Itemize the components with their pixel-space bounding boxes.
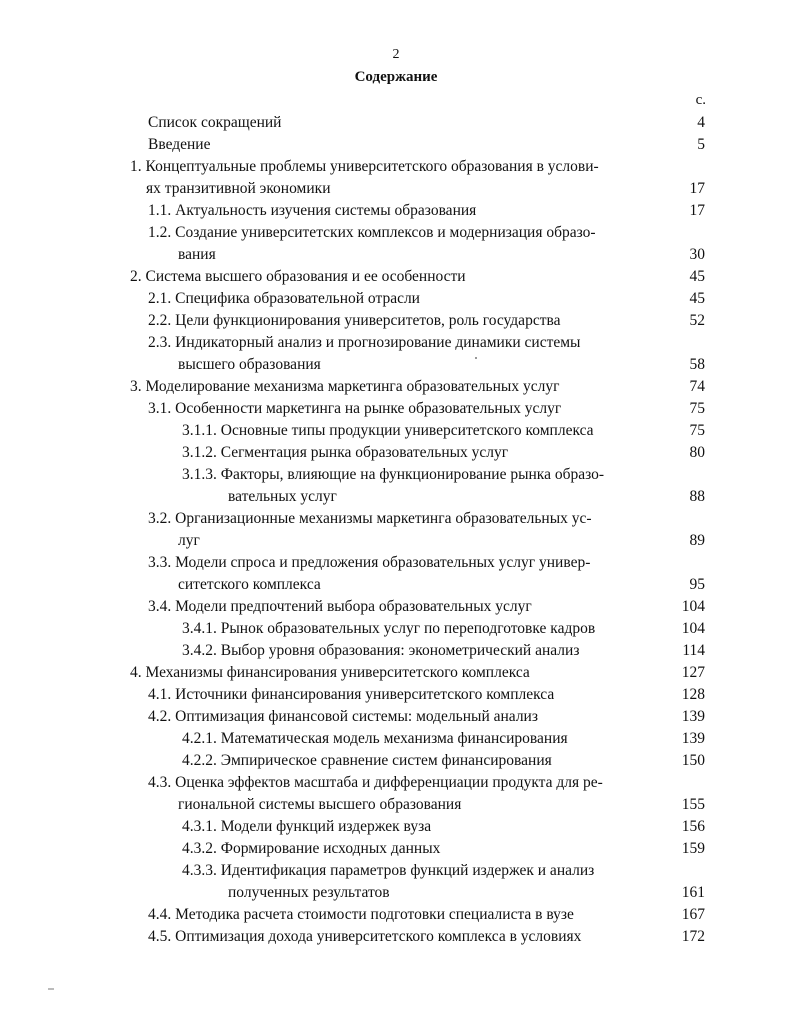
toc-entry-line-2: вания <box>178 246 216 263</box>
toc-entry-page: 5 <box>697 136 705 153</box>
toc-entry-page: 150 <box>681 752 705 769</box>
toc-entry-line-1: 4.3.2. Формирование исходных данных <box>182 840 441 857</box>
toc-entry-page: 45 <box>689 268 705 285</box>
page-number: 2 <box>392 47 400 62</box>
toc-entry-page: 114 <box>682 642 705 659</box>
toc-entry-title <box>182 860 702 904</box>
toc-entry-page: 74 <box>689 378 705 395</box>
toc-entry-page: 45 <box>689 290 705 307</box>
toc-entry-line-1: 4.1. Источники финансирования университетского комплекса <box>148 686 555 703</box>
toc-entry-page: 30 <box>689 246 705 263</box>
toc-entry <box>0 640 792 662</box>
toc-entry-page: 88 <box>689 488 705 505</box>
toc-entry-line-2: вательных услуг <box>228 488 337 505</box>
toc-entry-line-1: 4.2. Оптимизация финансовой системы: модельный анализ <box>148 708 538 725</box>
toc-entry-line-1: 3.3. Модели спроса и предложения образовательных услуг универ- <box>148 554 591 571</box>
toc-entry <box>0 134 792 156</box>
toc-entry-title <box>182 420 702 442</box>
toc-entry <box>0 904 792 926</box>
toc-entry-title <box>182 728 702 750</box>
toc-entry-page: 161 <box>681 884 705 901</box>
toc-entry-line-1: 3.2. Организационные механизмы маркетинга образовательных ус- <box>148 510 592 527</box>
toc-entry <box>0 156 792 200</box>
toc-entry <box>0 310 792 332</box>
toc-entry <box>0 860 792 904</box>
toc-entry-line-1: 1.2. Создание университетских комплексов и модернизация образо- <box>148 224 596 241</box>
toc-entry-line-1: 2.3. Индикаторный анализ и прогнозирование динамики системы <box>148 334 581 351</box>
scan-corner-mark <box>48 988 54 990</box>
toc-entry <box>0 420 792 442</box>
toc-entry-title <box>148 684 668 706</box>
toc-entry-page: 80 <box>689 444 705 461</box>
toc-entry-page: 128 <box>681 686 705 703</box>
toc-entry-line-1: 3.4.1. Рынок образовательных услуг по переподготовке кадров <box>182 620 596 637</box>
toc-entry-line-2: высшего образования <box>178 356 321 373</box>
toc-entry-title <box>148 904 668 926</box>
toc-entry <box>0 926 792 948</box>
toc-entry-line-1: 4.4. Методика расчета стоимости подготовки специалиста в вузе <box>148 906 574 923</box>
toc-entry-line-1: 1. Концептуальные проблемы университетского образования в услови- <box>130 158 599 175</box>
toc-entry-line-1: 4.3.3. Идентификация параметров функций издержек и анализ <box>182 862 595 879</box>
toc-entry <box>0 706 792 728</box>
toc-entry-line-1: 3.4. Модели предпочтений выбора образовательных услуг <box>148 598 532 615</box>
toc-entry-title <box>130 156 650 200</box>
toc-entry-title <box>148 288 668 310</box>
toc-entry-title <box>182 442 702 464</box>
toc-entry <box>0 772 792 816</box>
toc-entry-page: 4 <box>697 114 705 131</box>
toc-entry-line-2: ситетского комплекса <box>178 576 321 593</box>
toc-entry-page: 155 <box>681 796 705 813</box>
toc-entry-line-2: полученных результатов <box>228 884 390 901</box>
toc-entry <box>0 596 792 618</box>
toc-entry <box>0 618 792 640</box>
toc-entry <box>0 112 792 134</box>
toc-entry-page: 75 <box>689 400 705 417</box>
toc-entry-title <box>148 508 668 552</box>
toc-entry-line-2: ях транзитивной экономики <box>146 180 331 197</box>
scan-speck <box>475 357 477 359</box>
toc-entry <box>0 376 792 398</box>
toc-entry <box>0 222 792 266</box>
toc-entry-page: 104 <box>681 620 705 637</box>
toc-entry-title <box>182 464 702 508</box>
toc-entry-line-1: 2.1. Специфика образовательной отрасли <box>148 290 420 307</box>
toc-entry-title <box>182 838 702 860</box>
toc-entry <box>0 266 792 288</box>
toc-entry-title <box>130 266 650 288</box>
toc-entry-page: 139 <box>681 708 705 725</box>
toc-entry-line-1: 4.3.1. Модели функций издержек вуза <box>182 818 432 835</box>
toc-entry-line-1: 4. Механизмы финансирования университетского комплекса <box>130 664 530 681</box>
toc-entry-title <box>148 706 668 728</box>
toc-entry <box>0 464 792 508</box>
toc-entry <box>0 398 792 420</box>
toc-entry-page: 89 <box>689 532 705 549</box>
toc-entry <box>0 750 792 772</box>
toc-entry-line-1: 4.5. Оптимизация дохода университетского комплекса в условиях <box>148 928 582 945</box>
table-of-contents <box>0 112 792 948</box>
toc-entry-title <box>148 596 668 618</box>
toc-entry-line-1: 4.3. Оценка эффектов масштаба и дифференциации продукта для ре- <box>148 774 603 791</box>
toc-entry <box>0 552 792 596</box>
toc-entry-line-1: Список сокращений <box>148 114 282 131</box>
toc-entry-line-1: Введение <box>148 136 211 153</box>
toc-entry-title <box>148 398 668 420</box>
page-title: Содержание <box>354 69 438 85</box>
toc-entry-line-2: луг <box>178 532 200 549</box>
toc-entry-page: 58 <box>689 356 705 373</box>
toc-entry-page: 17 <box>689 202 705 219</box>
toc-entry-page: 139 <box>681 730 705 747</box>
toc-entry-line-1: 3. Моделирование механизма маркетинга образовательных услуг <box>130 378 560 395</box>
toc-entry-title <box>182 640 702 662</box>
toc-entry <box>0 662 792 684</box>
toc-entry-title <box>148 222 668 266</box>
toc-entry-line-1: 4.2.1. Математическая модель механизма финансирования <box>182 730 568 747</box>
toc-entry-title <box>182 750 702 772</box>
toc-entry-line-1: 2. Система высшего образования и ее особенности <box>130 268 466 285</box>
toc-entry-page: 104 <box>681 598 705 615</box>
toc-entry <box>0 442 792 464</box>
toc-entry-line-1: 1.1. Актуальность изучения системы образования <box>148 202 477 219</box>
toc-entry-page: 127 <box>681 664 705 681</box>
toc-entry-line-1: 4.2.2. Эмпирическое сравнение систем финансирования <box>182 752 552 769</box>
toc-entry-line-1: 3.1.3. Факторы, влияющие на функционирование рынка образо- <box>182 466 605 483</box>
toc-entry-line-1: 3.4.2. Выбор уровня образования: эконометрический анализ <box>182 642 580 659</box>
toc-entry-page: 167 <box>681 906 705 923</box>
toc-entry-page: 75 <box>689 422 705 439</box>
toc-entry <box>0 728 792 750</box>
toc-entry-page: 17 <box>689 180 705 197</box>
toc-entry-page: 52 <box>689 312 705 329</box>
toc-entry-title <box>148 552 668 596</box>
toc-entry-title <box>130 662 650 684</box>
toc-entry-title <box>148 772 668 816</box>
toc-entry <box>0 816 792 838</box>
toc-entry-page: 159 <box>681 840 705 857</box>
toc-entry-page: 172 <box>681 928 705 945</box>
toc-entry-title <box>182 816 702 838</box>
toc-entry-title <box>148 112 668 134</box>
toc-entry-line-2: гиональной системы высшего образования <box>178 796 462 813</box>
page-column-label: с. <box>695 92 706 108</box>
toc-entry-title <box>182 618 702 640</box>
toc-entry-line-1: 3.1.1. Основные типы продукции университетского комплекса <box>182 422 594 439</box>
toc-entry <box>0 684 792 706</box>
toc-entry-line-1: 3.1.2. Сегментация рынка образовательных услуг <box>182 444 509 461</box>
toc-entry-title <box>148 200 668 222</box>
toc-entry-title <box>148 332 668 376</box>
toc-entry-line-1: 3.1. Особенности маркетинга на рынке образовательных услуг <box>148 400 562 417</box>
toc-entry <box>0 332 792 376</box>
toc-entry-page: 95 <box>689 576 705 593</box>
toc-entry <box>0 288 792 310</box>
toc-entry-title <box>130 376 650 398</box>
toc-entry <box>0 838 792 860</box>
toc-entry-title <box>148 134 668 156</box>
toc-entry <box>0 200 792 222</box>
toc-entry <box>0 508 792 552</box>
toc-entry-page: 156 <box>681 818 705 835</box>
toc-entry-line-1: 2.2. Цели функционирования университетов, роль государства <box>148 312 561 329</box>
toc-entry-title <box>148 310 668 332</box>
toc-entry-title <box>148 926 668 948</box>
